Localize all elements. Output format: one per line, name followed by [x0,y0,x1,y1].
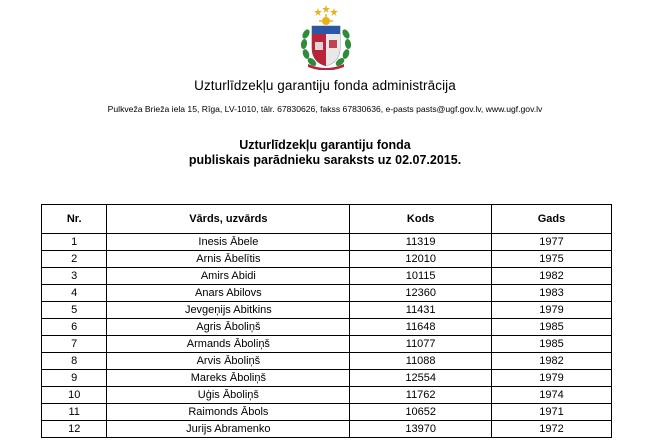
cell-nr: 7 [42,336,107,353]
cell-year: 1983 [492,285,612,302]
cell-name: Armands Āboliņš [107,336,350,353]
cell-code: 11431 [350,302,492,319]
cell-year: 1971 [492,404,612,421]
cell-nr: 5 [42,302,107,319]
table-row [42,370,612,387]
debtors-table [41,204,612,438]
cell-nr: 8 [42,353,107,370]
cell-year: 1975 [492,251,612,268]
cell-code: 13970 [350,421,492,438]
cell-code: 10652 [350,404,492,421]
table-row [42,285,612,302]
table-row [42,251,612,268]
cell-name: Inesis Ābele [107,234,350,251]
document-title-line-2: publiskais parādnieku saraksts uz 02.07.2015. [188,153,462,167]
cell-name: Raimonds Ābols [107,404,350,421]
document-title-line-1: Uzturlīdzekļu garantiju fonda [239,138,411,152]
table-row [42,387,612,404]
cell-nr: 11 [42,404,107,421]
column-header-name: Vārds, uzvārds [107,205,350,234]
sun-icon [319,14,333,25]
cell-code: 12010 [350,251,492,268]
cell-year: 1972 [492,421,612,438]
table-row [42,421,612,438]
table-row [42,404,612,421]
table-row [42,234,612,251]
cell-nr: 10 [42,387,107,404]
cell-name: Jurijs Abramenko [107,421,350,438]
cell-nr: 4 [42,285,107,302]
cell-name: Anars Abilovs [107,285,350,302]
cell-code: 12554 [350,370,492,387]
cell-year: 1982 [492,268,612,285]
cell-name: Uģis Āboliņš [107,387,350,404]
agency-contact-line: Pulkveža Brieža iela 15, Rīga, LV-1010, tālr. 67830626, fakss 67830636, e-pasts pasts@ugf.gov.lv, www.ugf.gov.lv [107,104,543,114]
cell-nr: 12 [42,421,107,438]
cell-name: Arnis Ābelītis [107,251,350,268]
latvia-coat-of-arms-icon [298,4,354,70]
column-header-code: Kods [350,205,492,234]
cell-nr: 1 [42,234,107,251]
document-title [0,138,650,168]
cell-name: Arvis Āboliņš [107,353,350,370]
cell-nr: 3 [42,268,107,285]
cell-code: 11319 [350,234,492,251]
table-row [42,302,612,319]
shield-icon [312,26,340,66]
cell-code: 12360 [350,285,492,302]
agency-name: Uzturlīdzekļu garantiju fonda administrācija [194,78,456,93]
cell-year: 1979 [492,302,612,319]
cell-code: 11762 [350,387,492,404]
cell-name: Jevgeņijs Abitkins [107,302,350,319]
cell-name: Amirs Abidi [107,268,350,285]
cell-code: 11077 [350,336,492,353]
table-header-row [42,205,612,234]
cell-code: 11088 [350,353,492,370]
table-row [42,319,612,336]
cell-name: Agris Āboliņš [107,319,350,336]
cell-nr: 6 [42,319,107,336]
column-header-nr: Nr. [42,205,107,234]
cell-nr: 9 [42,370,107,387]
table-row [42,353,612,370]
cell-year: 1974 [492,387,612,404]
cell-nr: 2 [42,251,107,268]
cell-year: 1977 [492,234,612,251]
cell-name: Mareks Āboliņš [107,370,350,387]
cell-code: 11648 [350,319,492,336]
cell-code: 10115 [350,268,492,285]
table-row [42,336,612,353]
table-row [42,268,612,285]
cell-year: 1979 [492,370,612,387]
cell-year: 1985 [492,336,612,353]
column-header-year: Gads [492,205,612,234]
cell-year: 1985 [492,319,612,336]
cell-year: 1982 [492,353,612,370]
